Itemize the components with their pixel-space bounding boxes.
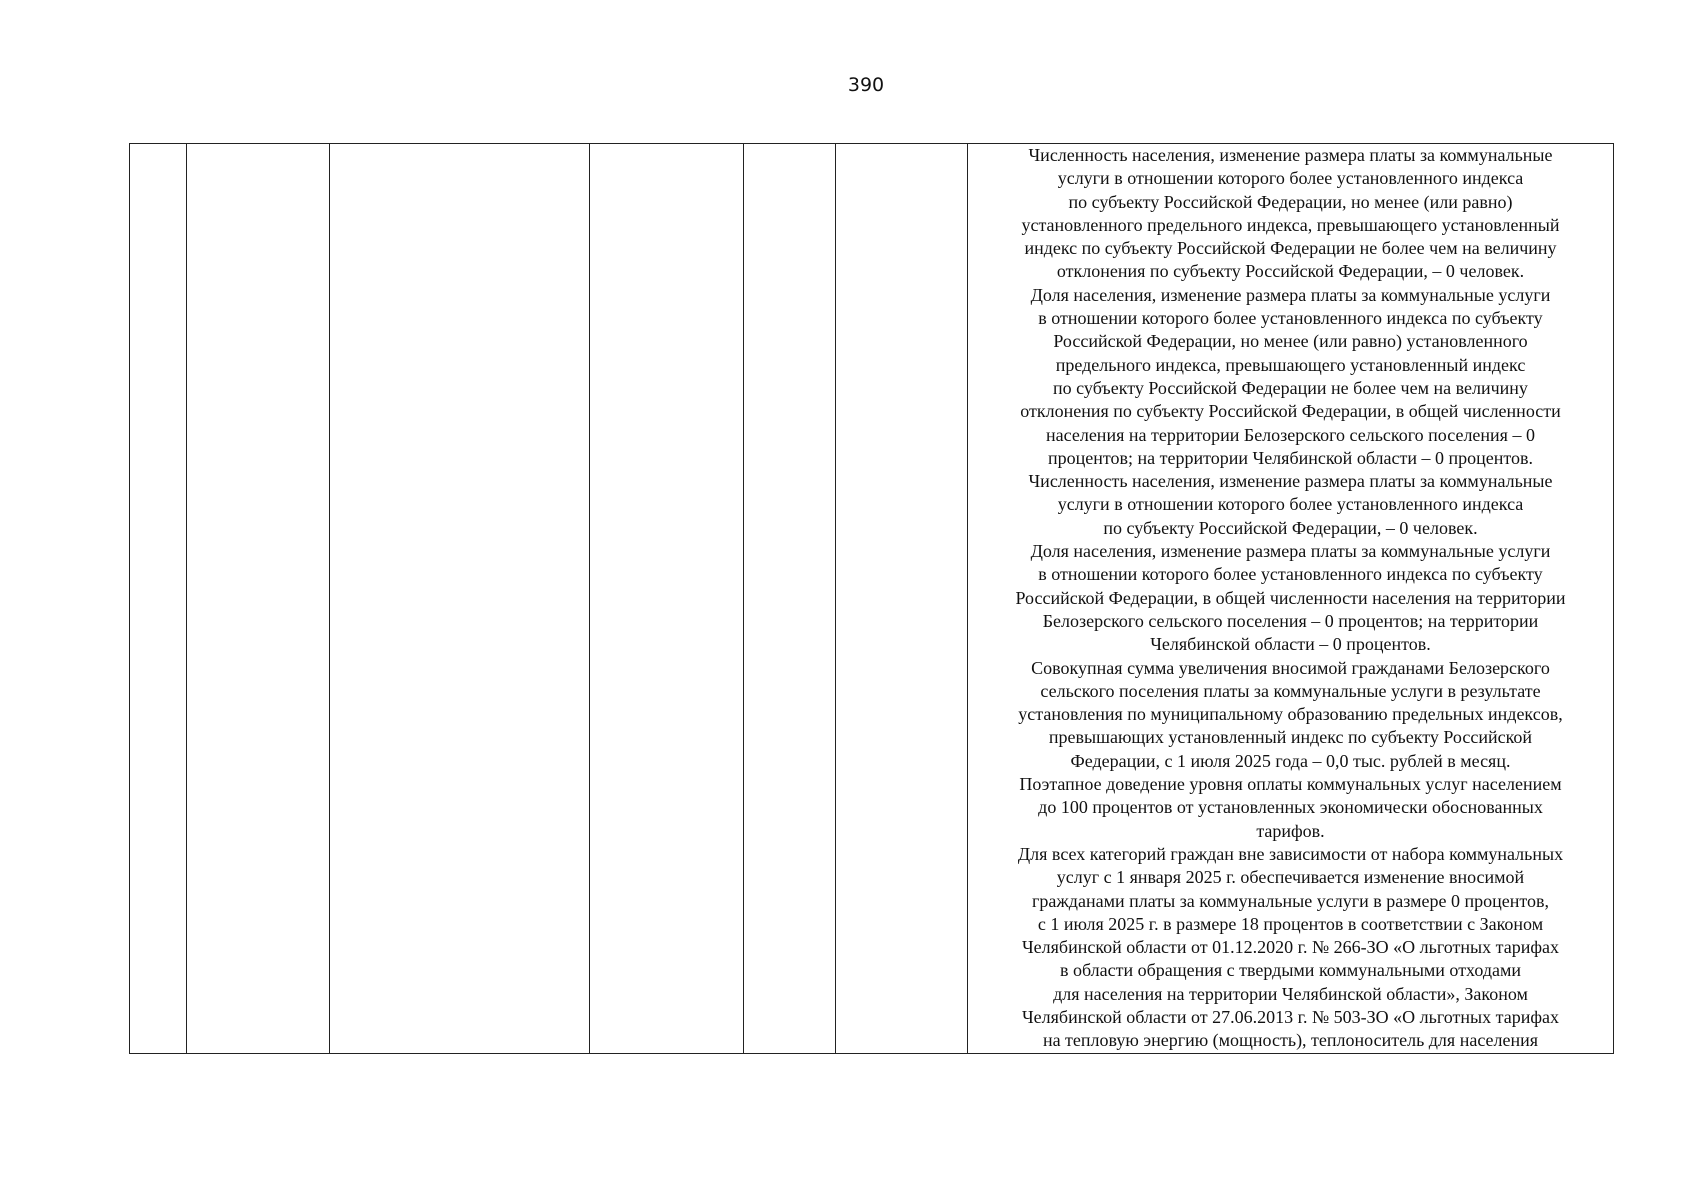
text-line: населения на территории Белозерского сельского поселения – 0 bbox=[1046, 424, 1535, 445]
text-line: гражданами платы за коммунальные услуги в размере 0 процентов, bbox=[1032, 890, 1549, 911]
text-line: предельного индекса, превышающего установленный индекс bbox=[1055, 354, 1526, 375]
text-line: Для всех категорий граждан вне зависимости от набора коммунальных bbox=[1017, 843, 1564, 864]
text-line: услуги в отношении которого более установленного индекса bbox=[1057, 168, 1524, 189]
data-table bbox=[129, 143, 1614, 1054]
indicator-text-content bbox=[968, 144, 1613, 1053]
page-number: 390 bbox=[847, 74, 885, 96]
text-line: в отношении которого более установленного индекса по субъекту bbox=[1038, 564, 1543, 585]
empty-cell-5 bbox=[744, 144, 836, 1054]
text-line: Челябинской области – 0 процентов. bbox=[1150, 634, 1431, 655]
empty-cell-4 bbox=[590, 144, 744, 1054]
text-line: Доля населения, изменение размера платы за коммунальные услуги bbox=[1030, 541, 1551, 562]
text-line: Челябинской области от 01.12.2020 г. № 266-ЗО «О льготных тарифах bbox=[1021, 937, 1559, 958]
text-line: в отношении которого более установленного индекса по субъекту bbox=[1038, 308, 1543, 329]
text-line: до 100 процентов от установленных экономически обоснованных bbox=[1038, 797, 1543, 818]
empty-cell-1 bbox=[130, 144, 187, 1054]
table-row bbox=[130, 144, 1614, 1054]
text-line: на тепловую энергию (мощность), теплоноситель для населения bbox=[1042, 1030, 1539, 1051]
text-line: отклонения по субъекту Российской Федерации, – 0 человек. bbox=[1056, 261, 1525, 282]
text-line: Федерации, с 1 июля 2025 года – 0,0 тыс. рублей в месяц. bbox=[1070, 750, 1511, 771]
text-line: Доля населения, изменение размера платы за коммунальные услуги bbox=[1030, 284, 1551, 305]
empty-cell-2 bbox=[187, 144, 330, 1054]
text-paragraph bbox=[968, 843, 1613, 1053]
text-line: отклонения по субъекту Российской Федерации, в общей численности bbox=[1020, 401, 1561, 422]
text-line: Белозерского сельского поселения – 0 процентов; на территории bbox=[1042, 610, 1539, 631]
text-line: процентов; на территории Челябинской области – 0 процентов. bbox=[1047, 447, 1534, 468]
text-line: Численность населения, изменение размера платы за коммунальные bbox=[1028, 471, 1553, 492]
text-line: Численность населения, изменение размера платы за коммунальные bbox=[1028, 145, 1553, 165]
text-line: по субъекту Российской Федерации, но менее (или равно) bbox=[1068, 191, 1513, 212]
text-paragraph bbox=[968, 773, 1613, 843]
text-line: по субъекту Российской Федерации не более чем на величину bbox=[1053, 377, 1528, 398]
empty-cell-6 bbox=[836, 144, 968, 1054]
text-line: Российской Федерации, но менее (или равно) установленного bbox=[1053, 331, 1528, 352]
text-paragraph bbox=[968, 470, 1613, 540]
text-paragraph bbox=[968, 540, 1613, 656]
text-line: Поэтапное доведение уровня оплаты коммунальных услуг населением bbox=[1019, 774, 1562, 795]
text-line: с 1 июля 2025 г. в размере 18 процентов в соответствии с Законом bbox=[1037, 913, 1544, 934]
empty-cell-3 bbox=[330, 144, 590, 1054]
text-line: Российской Федерации, в общей численности населения на территории bbox=[1015, 587, 1566, 608]
text-paragraph bbox=[968, 144, 1613, 284]
text-line: индекс по субъекту Российской Федерации не более чем на величину bbox=[1024, 238, 1557, 259]
text-line: сельского поселения платы за коммунальные услуги в результате bbox=[1040, 680, 1541, 701]
text-line: установленного предельного индекса, превышающего установленный bbox=[1021, 214, 1560, 235]
text-line: Совокупная сумма увеличения вносимой гражданами Белозерского bbox=[1031, 657, 1550, 678]
text-line: услуг с 1 января 2025 г. обеспечивается изменение вносимой bbox=[1056, 867, 1525, 888]
text-line: превышающих установленный индекс по субъекту Российской bbox=[1048, 727, 1533, 748]
text-line: тарифов. bbox=[1256, 820, 1325, 841]
text-line: установления по муниципальному образованию предельных индексов, bbox=[1018, 704, 1563, 725]
text-line: услуги в отношении которого более установленного индекса bbox=[1057, 494, 1524, 515]
text-paragraph bbox=[968, 284, 1613, 470]
text-line: Челябинской области от 27.06.2013 г. № 503-ЗО «О льготных тарифах bbox=[1021, 1006, 1559, 1027]
text-line: по субъекту Российской Федерации, – 0 человек. bbox=[1103, 517, 1478, 538]
text-paragraph bbox=[968, 657, 1613, 773]
text-line: для населения на территории Челябинской области», Законом bbox=[1053, 983, 1528, 1004]
indicator-text-cell bbox=[968, 144, 1614, 1054]
text-line: в области обращения с твердыми коммунальными отходами bbox=[1059, 960, 1522, 981]
